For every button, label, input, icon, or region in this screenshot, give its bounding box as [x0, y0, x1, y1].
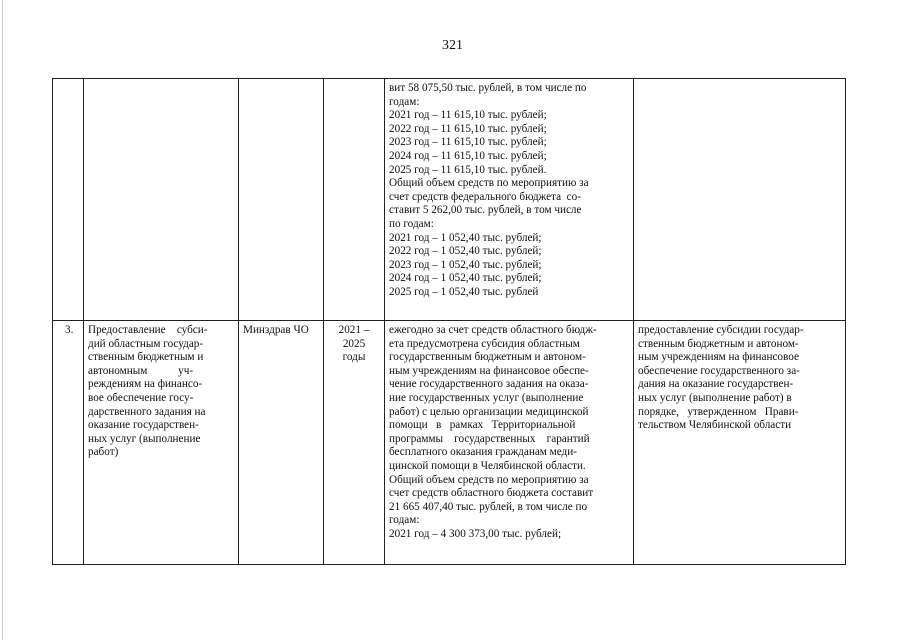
activity-cell: Предоставление субси- дий областным государ- ственным бюджетным и автономным уч- реждениям на финансо- вое обеспечение госу- дарственного задания на оказание государствен- ных услуг (выполнение работ) [84, 321, 239, 565]
period-cell: 2021 – 2025 годы [324, 321, 385, 565]
description-cell: вит 58 075,50 тыс. рублей, в том числе по годам: 2021 год – 11 615,10 тыс. рублей; 2022 год – 11 615,10 тыс. рублей; 2023 год – 11 615,10 тыс. рублей; 2024 год – 11 615,10 тыс. рублей; 2025 год – 11 615,10 тыс. рублей. Общий объем средств по мероприятию за счет средств федерального бюджета со- ставит 5 262,00 тыс. рублей, в том числе по годам: 2021 год – 1 052,40 тыс. рублей; 2022 год – 1 052,40 тыс. рублей; 2023 год – 1 052,40 тыс. рублей; 2024 год – 1 052,40 тыс. рублей; 2025 год – 1 052,40 тыс. рублей [385, 79, 634, 321]
period-cell [324, 79, 385, 321]
result-cell: предоставление субсидии государ- ственным бюджетным и автоном- ным учреждениям на финансовое обеспечение государственного за- дания на оказание государствен- ных услуг (выполнение работ) в порядке, утвержденном Прави- тельством Челябинской области [634, 321, 846, 565]
activity-cell [84, 79, 239, 321]
page-number: 321 [442, 38, 463, 53]
executor-cell [239, 79, 324, 321]
table-row [53, 79, 846, 321]
row-number-cell [53, 79, 84, 321]
row-number-cell: 3. [53, 321, 84, 565]
program-table [52, 78, 846, 565]
table-row [53, 321, 846, 565]
page-edge-line [2, 0, 3, 640]
description-cell: ежегодно за счет средств областного бюдж- ета предусмотрена субсидия областным государственным бюджетным и автоном- ным учреждениям на финансовое обеспе- чение государственного задания на оказа- ние государственных услуг (выполнение работ) с целью организации медицинской помощи в рамках Территориальной программы государственных гарантий бесплатного оказания гражданам меди- цинской помощи в Челябинской области. Общий объем средств по мероприятию за счет средств областного бюджета составит 21 665 407,40 тыс. рублей, в том числе по годам: 2021 год – 4 300 373,00 тыс. рублей; [385, 321, 634, 565]
executor-cell: Минздрав ЧО [239, 321, 324, 565]
result-cell [634, 79, 846, 321]
